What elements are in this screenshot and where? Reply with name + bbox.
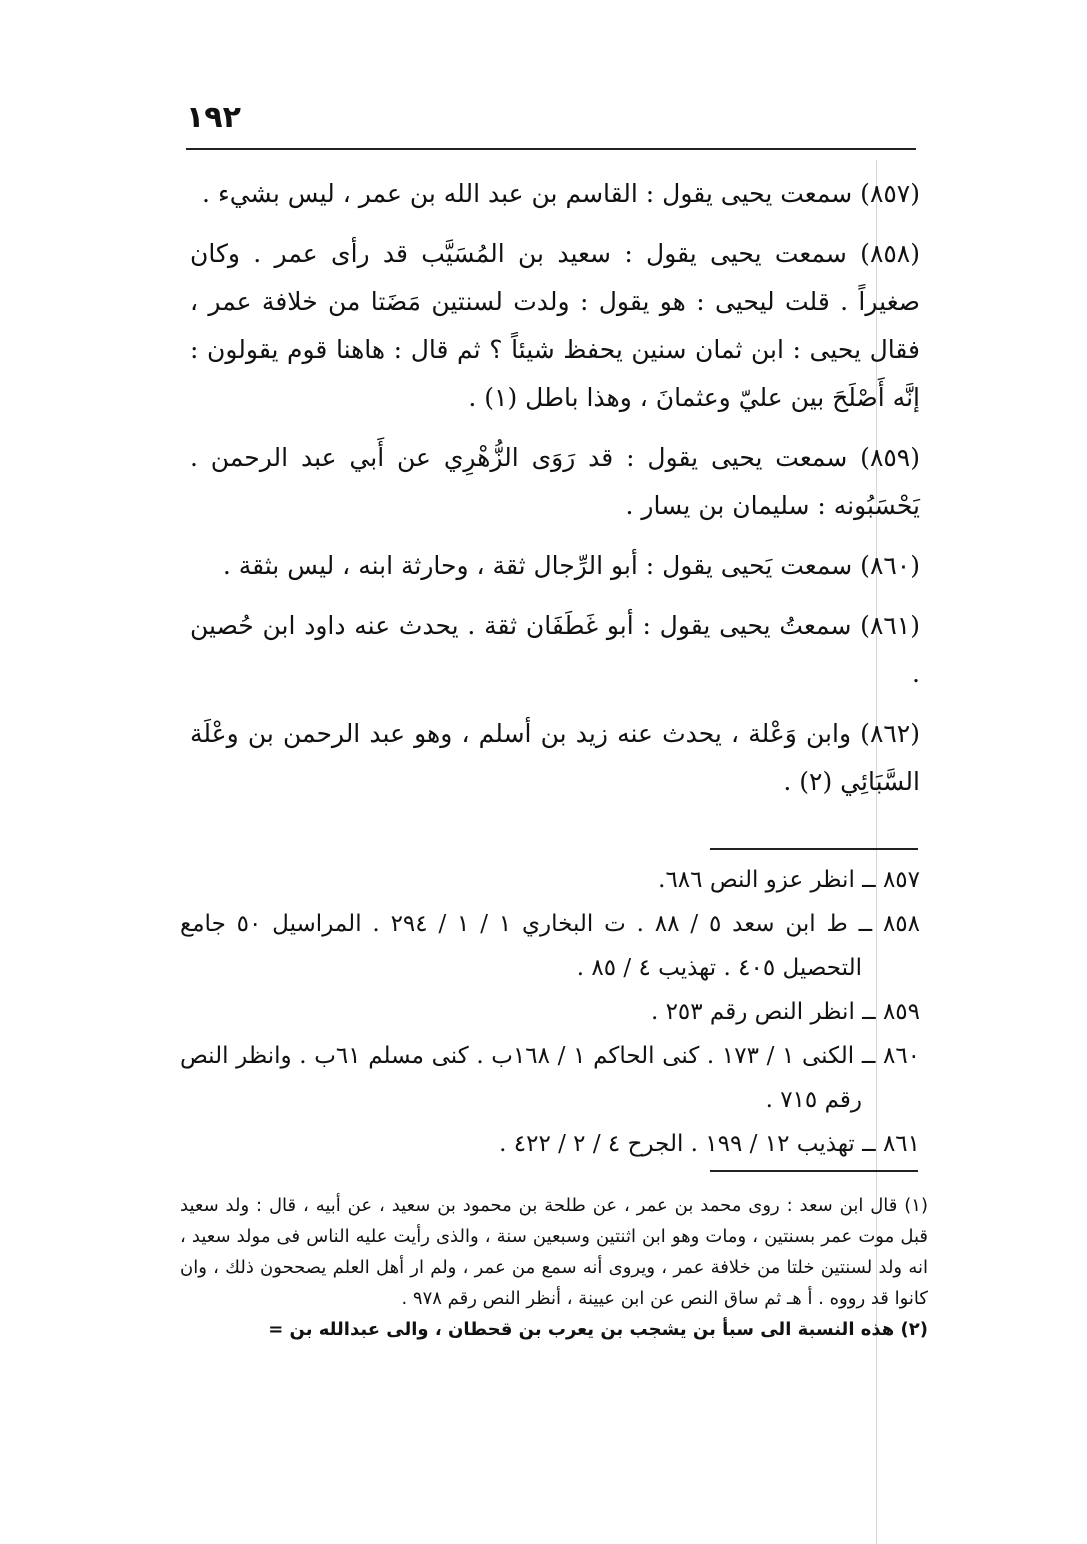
paragraph-858: (٨٥٨) سمعت يحيى يقول : سعيد بن المُسَيَّب قد رأى عمر . وكان صغيراً . قلت ليحيى : هو يقول : ولدت لسنتين مَضَتا من خلافة عمر ، فقال يحيى : ابن ثمان سنين يحفظ شيئاً ؟ ثم قال : هاهنا قوم يقولون : إنَّه أَصْلَحَ بين عليّ وعثمانَ ، وهذا باطل (١) . bbox=[190, 239, 920, 412]
note-858: ٨٥٨ ــ ط ابن سعد ٥ / ٨٨ . ت البخاري ١ / ١ / ٢٩٤ . المراسيل ٥٠ جامع التحصيل ٤٠٥ . تهذيب ٤ / ٨٥ . bbox=[180, 911, 921, 981]
main-text bbox=[190, 170, 920, 806]
paragraph-860: (٨٦٠) سمعت يَحيى يقول : أبو الرِّجال ثقة ، وحارثة ابنه ، ليس بثقة . bbox=[222, 551, 920, 580]
notes-separator bbox=[710, 848, 918, 850]
header-rule bbox=[186, 148, 916, 150]
paragraph-857: (٨٥٧) سمعت يحيى يقول : القاسم بن عبد الله بن عمر ، ليس بشيء . bbox=[202, 179, 920, 208]
note-859: ٨٥٩ ــ انظر النص رقم ٢٥٣ . bbox=[650, 999, 920, 1025]
footnotes bbox=[180, 1190, 928, 1345]
paragraph-859: (٨٥٩) سمعت يحيى يقول : قد رَوَى الزُّهْرِي عن أَبي عبد الرحمن . يَحْسَبُونه : سليمان بن يسار . bbox=[190, 443, 920, 520]
note-857: ٨٥٧ ــ انظر عزو النص ٦٨٦. bbox=[658, 867, 920, 893]
page-number: ١٩٢ bbox=[186, 100, 241, 135]
paragraph-861: (٨٦١) سمعتُ يحيى يقول : أبو غَطَفَان ثقة . يحدث عنه داود ابن حُصين . bbox=[190, 611, 920, 688]
footnotes-separator bbox=[710, 1170, 918, 1172]
paragraph-862: (٨٦٢) وابن وَعْلة ، يحدث عنه زيد بن أسلم ، وهو عبد الرحمن بن وعْلَة السَّبَائِي (٢) . bbox=[190, 719, 920, 796]
reference-notes bbox=[180, 858, 920, 1166]
note-861: ٨٦١ ــ تهذيب ١٢ / ١٩٩ . الجرح ٤ / ٢ / ٤٢٢ . bbox=[499, 1131, 920, 1157]
footnote-1: (١) قال ابن سعد : روى محمد بن عمر ، عن طلحة بن محمود بن سعيد ، عن أبيه ، قال : ولد سعيد قبل موت عمر بسنتين ، ومات وهو ابن اثنتين وسبعين سنة ، والذى رأيت عليه الناس فى مولد سعيد ، انه ولد لسنتين خلتا من خلافة عمر ، ويروى أنه سمع من عمر ، ولم ار أهل العلم يصححون ذلك ، وان كانوا قد رووه . أ هـ ثم ساق النص عن ابن عيينة ، أنظر النص رقم ٩٧٨ . bbox=[180, 1195, 928, 1309]
footnote-2: (٢) هذه النسبة الى سبأ بن يشجب بن يعرب بن قحطان ، والى عبدالله بن = bbox=[268, 1319, 928, 1340]
note-860: ٨٦٠ ــ الكنى ١ / ١٧٣ . كنى الحاكم ١ / ١٦٨ب . كنى مسلم ٦١ب . وانظر النص رقم ٧١٥ . bbox=[180, 1043, 921, 1113]
